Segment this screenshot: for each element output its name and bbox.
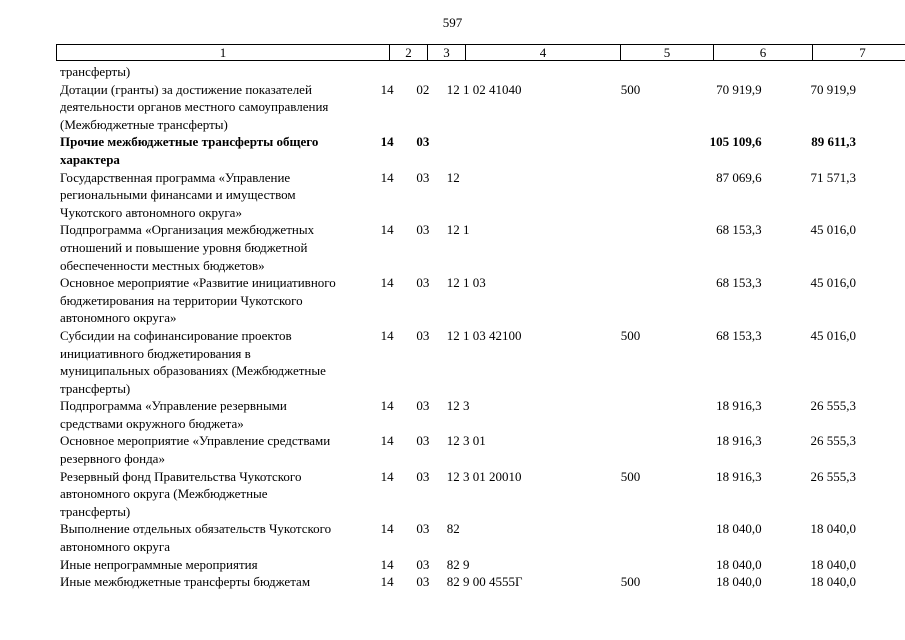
column-header-1: 1 — [57, 45, 390, 61]
row-name: Выполнение отдельных обязательств Чукотского автономного округа — [60, 521, 332, 555]
table-row — [56, 221, 862, 274]
row-name: Дотации (гранты) за достижение показателей деятельности органов местного самоуправления (Межбюджетные трансферты) — [60, 81, 329, 132]
row-name: Иные межбюджетные трансферты бюджетам — [60, 574, 311, 590]
column-header-4: 4 — [466, 45, 621, 61]
row-subsection: 03 — [416, 169, 430, 185]
row-amount-year-2: 70 919,9 — [810, 81, 856, 97]
row-subsection: 03 — [416, 556, 430, 572]
row-subsection: 03 — [416, 468, 430, 484]
row-amount-year-1: 18 040,0 — [716, 556, 762, 572]
row-subsection: 03 — [416, 222, 430, 238]
row-section: 14 — [380, 327, 394, 343]
column-header-5: 5 — [621, 45, 714, 61]
table-row — [56, 327, 862, 397]
table-row — [56, 63, 862, 81]
row-amount-year-1: 18 040,0 — [716, 574, 762, 590]
row-amount-year-1: 70 919,9 — [716, 81, 762, 97]
row-subsection: 02 — [416, 81, 430, 97]
row-name: Основное мероприятие «Управление средствами резервного фонда» — [60, 433, 331, 467]
row-name: Государственная программа «Управление региональными финансами и имуществом Чукотского автономного округа» — [60, 169, 296, 220]
table-row — [56, 133, 862, 168]
row-section: 14 — [380, 81, 394, 97]
row-target-code: 12 1 02 41040 — [446, 81, 522, 97]
row-expense-type: 500 — [620, 468, 641, 484]
row-amount-year-2: 26 555,3 — [810, 468, 856, 484]
table-row — [56, 397, 862, 432]
table-row — [56, 81, 862, 134]
row-subsection: 03 — [416, 521, 430, 537]
row-expense-type — [587, 556, 674, 574]
row-amount-year-1: 87 069,6 — [716, 169, 762, 185]
row-amount-year-1: 68 153,3 — [716, 275, 762, 291]
row-amount-year-1: 68 153,3 — [716, 327, 762, 343]
row-name: Резервный фонд Правительства Чукотского автономного округа (Межбюджетные трансферты) — [60, 468, 302, 519]
row-subsection: 03 — [416, 433, 430, 449]
row-target-code — [441, 63, 587, 81]
column-header-3: 3 — [428, 45, 466, 61]
row-target-code — [441, 133, 587, 168]
row-amount-year-2 — [768, 63, 862, 81]
table-row — [56, 468, 862, 521]
row-name: трансферты) — [60, 64, 131, 79]
row-subsection: 03 — [416, 327, 430, 343]
row-section: 14 — [380, 275, 394, 291]
row-amount-year-2: 45 016,0 — [810, 222, 856, 238]
row-expense-type: 500 — [620, 81, 641, 97]
row-section: 14 — [380, 169, 394, 185]
row-section: 14 — [380, 556, 394, 572]
row-section: 14 — [380, 574, 394, 590]
row-subsection: 03 — [416, 574, 430, 590]
row-subsection — [405, 63, 441, 81]
row-expense-type — [587, 169, 674, 222]
column-header-7: 7 — [813, 45, 905, 61]
row-section: 14 — [380, 521, 394, 537]
row-amount-year-1: 18 040,0 — [716, 521, 762, 537]
row-expense-type — [587, 63, 674, 81]
column-header-6: 6 — [714, 45, 813, 61]
table-row — [56, 573, 862, 591]
row-target-code: 12 3 01 — [446, 433, 486, 449]
table-row — [56, 556, 862, 574]
row-target-code: 82 9 00 4555Г — [446, 574, 523, 590]
row-expense-type: 500 — [620, 327, 641, 343]
row-expense-type — [587, 520, 674, 555]
row-target-code: 12 3 01 20010 — [446, 468, 522, 484]
row-expense-type: 500 — [620, 574, 641, 590]
row-amount-year-1: 68 153,3 — [716, 222, 762, 238]
page-number: 597 — [442, 15, 463, 30]
row-name: Субсидии на софинансирование проектов инициативного бюджетирования в муниципальных образованиях (Межбюджетные трансферты) — [60, 327, 326, 396]
row-amount-year-2: 26 555,3 — [810, 433, 856, 449]
row-target-code: 12 3 — [446, 398, 470, 414]
row-target-code: 82 — [446, 521, 460, 537]
row-amount-year-1: 18 916,3 — [716, 398, 762, 414]
row-target-code: 12 1 — [446, 222, 470, 238]
table-header — [56, 44, 905, 61]
row-name: Иные непрограммные мероприятия — [60, 556, 258, 572]
row-amount-year-2: 18 040,0 — [810, 521, 856, 537]
row-amount-year-2: 45 016,0 — [810, 327, 856, 343]
table-row — [56, 432, 862, 467]
row-subsection: 03 — [416, 275, 430, 291]
table-row — [56, 520, 862, 555]
row-amount-year-2: 26 555,3 — [810, 398, 856, 414]
row-target-code: 12 — [446, 169, 460, 185]
row-name: Подпрограмма «Управление резервными средствами окружного бюджета» — [60, 398, 287, 431]
row-section: 14 — [380, 433, 394, 449]
row-subsection: 03 — [416, 134, 430, 150]
row-target-code: 12 1 03 — [446, 275, 486, 291]
row-amount-year-2: 45 016,0 — [810, 275, 856, 291]
row-name: Прочие межбюджетные трансферты общего характера — [60, 134, 319, 167]
table-row — [56, 274, 862, 327]
row-amount-year-2: 18 040,0 — [810, 574, 856, 590]
row-section: 14 — [380, 398, 394, 414]
row-section: 14 — [380, 222, 394, 238]
row-name: Основное мероприятие «Развитие инициативного бюджетирования на территории Чукотского автономного округа» — [60, 275, 336, 326]
row-target-code: 82 9 — [446, 556, 470, 572]
row-expense-type — [587, 432, 674, 467]
row-amount-year-1: 18 916,3 — [716, 468, 762, 484]
column-header-2: 2 — [390, 45, 428, 61]
row-expense-type — [587, 133, 674, 168]
row-amount-year-2: 71 571,3 — [810, 169, 856, 185]
table-body — [56, 63, 862, 591]
row-expense-type — [587, 397, 674, 432]
row-subsection: 03 — [416, 398, 430, 414]
row-amount-year-1: 18 916,3 — [716, 433, 762, 449]
row-target-code: 12 1 03 42100 — [446, 327, 522, 343]
row-section — [369, 63, 405, 81]
row-section: 14 — [380, 134, 394, 150]
row-amount-year-2: 18 040,0 — [810, 556, 856, 572]
row-section: 14 — [380, 468, 394, 484]
row-amount-year-1 — [674, 63, 767, 81]
row-amount-year-1: 105 109,6 — [709, 134, 762, 150]
row-amount-year-2: 89 611,3 — [811, 134, 856, 150]
row-expense-type — [587, 274, 674, 327]
row-expense-type — [587, 221, 674, 274]
table-row — [56, 169, 862, 222]
row-name: Подпрограмма «Организация межбюджетных отношений и повышение уровня бюджетной обеспеченности местных бюджетов» — [60, 222, 315, 273]
